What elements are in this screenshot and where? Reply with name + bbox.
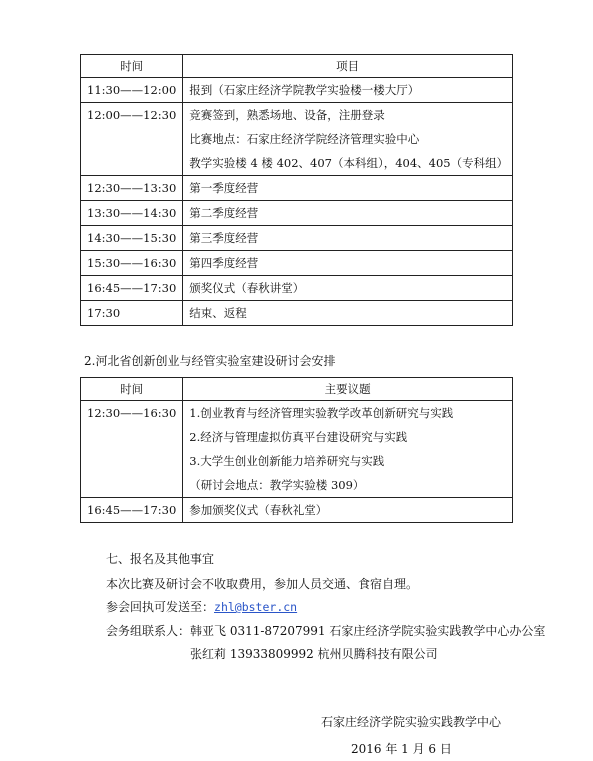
email-link[interactable]: zhl@bster.cn <box>214 600 298 614</box>
content-line: （研讨会地点：教学实验楼 309） <box>189 478 365 492</box>
row-content <box>183 176 513 201</box>
header-time: 时间 <box>81 55 183 78</box>
seminar-row <box>81 401 513 498</box>
signature-org: 石家庄经济学院实验实践教学中心 <box>321 715 502 729</box>
row-time <box>81 251 183 276</box>
schedule-row <box>81 226 513 251</box>
row-content <box>183 103 513 176</box>
row-content <box>183 498 513 523</box>
content-line: 第二季度经营 <box>189 206 259 220</box>
schedule-row <box>81 251 513 276</box>
row-time <box>81 201 183 226</box>
row-time <box>81 498 183 523</box>
time-text: 16:45——17:30 <box>87 503 177 517</box>
schedule-row <box>81 301 513 326</box>
time-text: 12:30——16:30 <box>87 406 177 420</box>
seminar-table <box>80 377 513 523</box>
content-line: 1.创业教育与经济管理实验教学改革创新研究与实践 <box>189 406 454 420</box>
content-line: 颁奖仪式（春秋讲堂） <box>189 281 305 295</box>
header-time: 时间 <box>81 378 183 401</box>
header-item: 项目 <box>183 55 513 78</box>
reply-line <box>106 598 297 615</box>
time-text: 12:00——12:30 <box>87 108 177 122</box>
contact-label: 会务组联系人： <box>106 624 191 638</box>
section2-title: 2.河北省创新创业与经管实验室建设研讨会安排 <box>84 354 336 368</box>
reply-label: 参会回执可发送至： <box>106 600 215 614</box>
content-line: 参加颁奖仪式（春秋礼堂） <box>189 503 328 517</box>
time-text: 13:30——14:30 <box>87 206 177 220</box>
content-line: 第一季度经营 <box>189 181 259 195</box>
time-text: 12:30——13:30 <box>87 181 177 195</box>
row-time <box>81 301 183 326</box>
contact-1: 韩亚飞 0311-87207991 石家庄经济学院实验实践教学中心办公室 <box>190 624 546 638</box>
content-line: 教学实验楼 4 楼 402、407（本科组），404、405（专科组） <box>189 156 509 170</box>
seminar-table-body <box>81 401 513 523</box>
row-time <box>81 226 183 251</box>
header-topic: 主要议题 <box>183 378 513 401</box>
row-content <box>183 251 513 276</box>
content-line: 3.大学生创业创新能力培养研究与实践 <box>189 454 385 468</box>
table-header-row <box>81 378 513 401</box>
row-content <box>183 301 513 326</box>
time-text: 11:30——12:00 <box>87 83 177 97</box>
content-line: 第三季度经营 <box>189 231 259 245</box>
content-line: 竞赛签到，熟悉场地、设备，注册登录 <box>189 108 385 122</box>
row-time <box>81 176 183 201</box>
contact-2: 张红莉 13933809992 杭州贝腾科技有限公司 <box>190 647 438 661</box>
time-text: 17:30 <box>87 306 121 320</box>
content-line: 比赛地点：石家庄经济学院经济管理实验中心 <box>189 132 420 146</box>
row-time <box>81 401 183 498</box>
schedule-table <box>80 54 513 326</box>
section7-title: 七、报名及其他事宜 <box>106 552 215 566</box>
time-text: 16:45——17:30 <box>87 281 177 295</box>
row-content <box>183 276 513 301</box>
fee-note: 本次比赛及研讨会不收取费用，参加人员交通、食宿自理。 <box>106 577 419 591</box>
schedule-row <box>81 78 513 103</box>
content-line: 结束、返程 <box>189 306 247 320</box>
row-content <box>183 78 513 103</box>
row-time <box>81 78 183 103</box>
schedule-row <box>81 276 513 301</box>
signature-date: 2016 年 1 月 6 日 <box>351 742 452 756</box>
row-time <box>81 103 183 176</box>
content-line: 第四季度经营 <box>189 256 259 270</box>
row-content <box>183 226 513 251</box>
schedule-row <box>81 103 513 176</box>
row-content <box>183 401 513 498</box>
row-content <box>183 201 513 226</box>
schedule-row <box>81 176 513 201</box>
seminar-row <box>81 498 513 523</box>
time-text: 15:30——16:30 <box>87 256 177 270</box>
content-line: 报到（石家庄经济学院教学实验楼一楼大厅） <box>189 83 420 97</box>
schedule-row <box>81 201 513 226</box>
content-line: 2.经济与管理虚拟仿真平台建设研究与实践 <box>189 430 408 444</box>
table-header-row <box>81 55 513 78</box>
contact-line-1 <box>106 622 545 639</box>
schedule-table-body <box>81 78 513 326</box>
row-time <box>81 276 183 301</box>
time-text: 14:30——15:30 <box>87 231 177 245</box>
